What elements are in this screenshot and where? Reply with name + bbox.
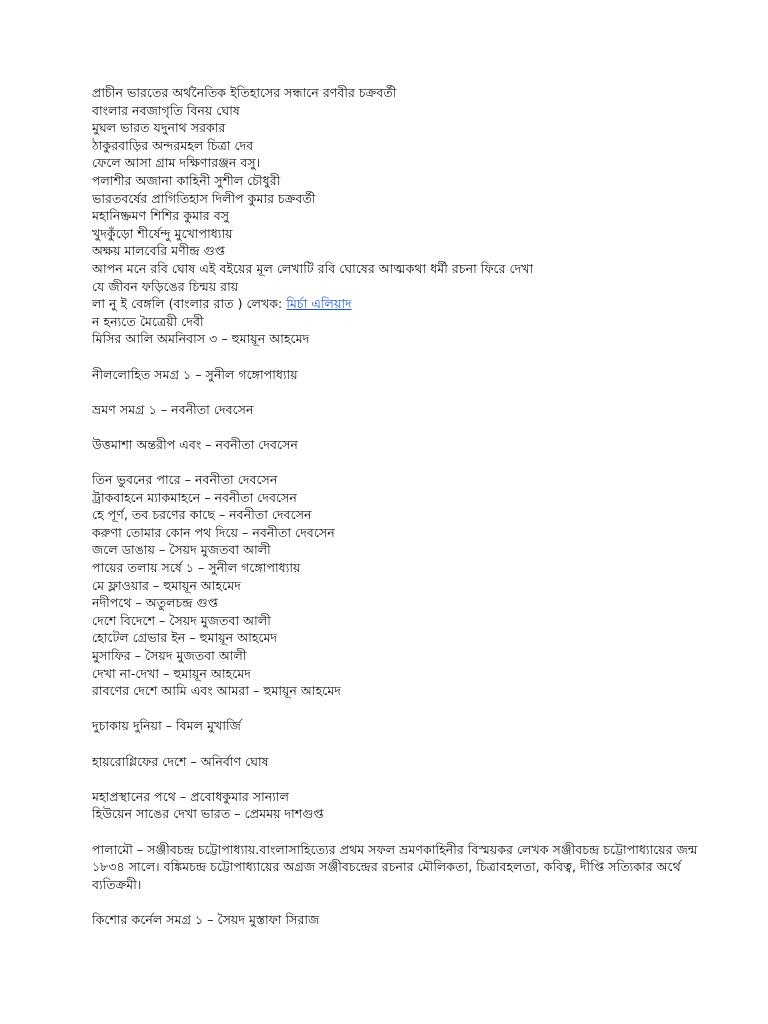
paragraph-gap bbox=[92, 823, 732, 841]
text-line: ভ্রমণ সমগ্র ১ – নবনীতা দেবসেন bbox=[92, 401, 254, 417]
text-line: হায়রোগ্লিফের দেশে – অনির্বাণ ঘোষ bbox=[92, 753, 269, 769]
text-line: কিশোর কর্নেল সমগ্র ১ – সৈয়দ মুস্তাফা সিরাজ bbox=[92, 911, 320, 927]
text-line: হিউয়েন সাঙের দেখা ভারত – প্রেমময় দাশগুপ্ত bbox=[92, 806, 324, 822]
paragraph-gap bbox=[92, 453, 732, 471]
author-link[interactable]: মির্চা এলিয়াদ bbox=[286, 296, 352, 312]
document-body bbox=[92, 84, 732, 929]
paragraph-gap bbox=[92, 735, 732, 753]
text-line: ফেলে আসা গ্রাম দক্ষিণারঞ্জন বসু। bbox=[92, 155, 261, 171]
text-line: নীললোহিত সমগ্র ১ – সুনীল গঙ্গোপাধ্যায় bbox=[92, 366, 298, 382]
travel-list-item: মে ফ্লাওয়ার – হুমায়ূন আহমেদ bbox=[92, 577, 241, 593]
text-line: উত্তমাশা অন্তরীপ এবং – নবনীতা দেবসেন bbox=[92, 436, 298, 452]
text-line: ঠাকুরবাড়ির অন্দরমহল চিত্রা দেব bbox=[92, 137, 254, 153]
text-line: মিসির আলি অমনিবাস ৩ – হুমায়ূন আহমেদ bbox=[92, 331, 310, 347]
bengal-night-line bbox=[92, 295, 732, 313]
travel-list-item: জলে ডাঙায় – সৈয়দ মুজতবা আলী bbox=[92, 542, 271, 558]
bengal-night-prefix: লা নু ই বেঙ্গলি (বাংলার রাত ) লেখক: bbox=[92, 296, 287, 312]
paragraph-gap bbox=[92, 348, 732, 366]
paragraph-gap bbox=[92, 383, 732, 401]
travel-list-item: রাবণের দেশে আমি এবং আমরা – হুমায়ূন আহমেদ bbox=[92, 683, 341, 699]
paragraph-gap bbox=[92, 700, 732, 718]
travel-list-item: দেখা না-দেখা – হুমায়ূন আহমেদ bbox=[92, 665, 251, 681]
text-line: পলাশীর অজানা কাহিনী সুশীল চৌধুরী bbox=[92, 172, 281, 188]
text-line: মহানিষ্ক্রমণ শিশির কুমার বসু bbox=[92, 208, 230, 224]
text-line: খুদকুঁড়ো শীর্ষেন্দু মুখোপাধ্যায় bbox=[92, 225, 233, 241]
paragraph-gap bbox=[92, 418, 732, 436]
travel-list-item: নদীপথে – অতুলচন্দ্র গুপ্ত bbox=[92, 595, 219, 611]
text-line: বাংলার নবজাগৃতি বিনয় ঘোষ bbox=[92, 102, 240, 118]
palamau-paragraph: পালামৌ – সঞ্জীবচন্দ্র চট্টোপাধ্যায়.বাংলাসাহিত্যের প্রথম সফল ভ্রমণকাহিনীর বিস্ময়কর লেখক সঞ্জীবচন্দ্র চট্টোপাধ্যায়ের জন্ম ১৮৩৪ সালে। বঙ্কিমচন্দ্র চট্টোপাধ্যায়ের অগ্রজ সঞ্জীবচন্দ্রের রচনার মৌলিকতা, চিত্রাবহলতা, কবিত্ব, দীপ্তি সত্যিকার অর্থে ব্যতিক্রমী। bbox=[92, 841, 698, 892]
travel-list-item: করুণা তোমার কোন পথ দিয়ে – নবনীতা দেবসেন bbox=[92, 524, 335, 540]
paragraph-gap bbox=[92, 893, 732, 911]
travel-list-item: হোটেল গ্রেভার ইন – হুমায়ূন আহমেদ bbox=[92, 630, 278, 646]
paragraph-gap bbox=[92, 770, 732, 788]
travel-list-item: পায়ের তলায় সর্ষে ১ – সুনীল গঙ্গোপাধ্যায় bbox=[92, 560, 301, 576]
text-line: ন হন্যতে মৈত্রেয়ী দেবী bbox=[92, 313, 204, 329]
travel-list-item: দেশে বিদেশে – সৈয়দ মুজতবা আলী bbox=[92, 612, 271, 628]
text-line: ভারতবর্ষের প্রাগিতিহাস দিলীপ কুমার চক্রবর্তী bbox=[92, 190, 316, 206]
text-line: মহাপ্রস্থানের পথে – প্রবোধকুমার সান্যাল bbox=[92, 788, 289, 804]
text-line: আপন মনে রবি ঘোষ এই বইয়ের মূল লেখাটি রবি ঘোষের আত্মকথা ধর্মী রচনা ফিরে দেখা bbox=[92, 260, 534, 276]
text-line: প্রাচীন ভারতের অর্থনৈতিক ইতিহাসের সন্ধানে রণবীর চক্রবর্তী bbox=[92, 85, 397, 100]
travel-list-item: হে পূর্ণ, তব চরণের কাছে – নবনীতা দেবসেন bbox=[92, 507, 312, 523]
travel-list-item: মুসাফির – সৈয়দ মুজতবা আলী bbox=[92, 648, 247, 663]
travel-list-item: ট্রাকবাহনে ম্যাকমাহনে – নবনীতা দেবসেন bbox=[92, 489, 297, 505]
text-line: যে জীবন ফড়িঙের চিন্ময় রায় bbox=[92, 278, 239, 294]
text-line: মুঘল ভারত যদুনাথ সরকার bbox=[92, 120, 226, 136]
text-line: অক্ষয় মালবেরি মণীন্দ্র গুপ্ত bbox=[92, 243, 226, 259]
travel-list-item: তিন ভুবনের পারে – নবনীতা দেবসেন bbox=[92, 472, 278, 488]
text-line: দুচাকায় দুনিয়া – বিমল মুখার্জি bbox=[92, 718, 241, 734]
